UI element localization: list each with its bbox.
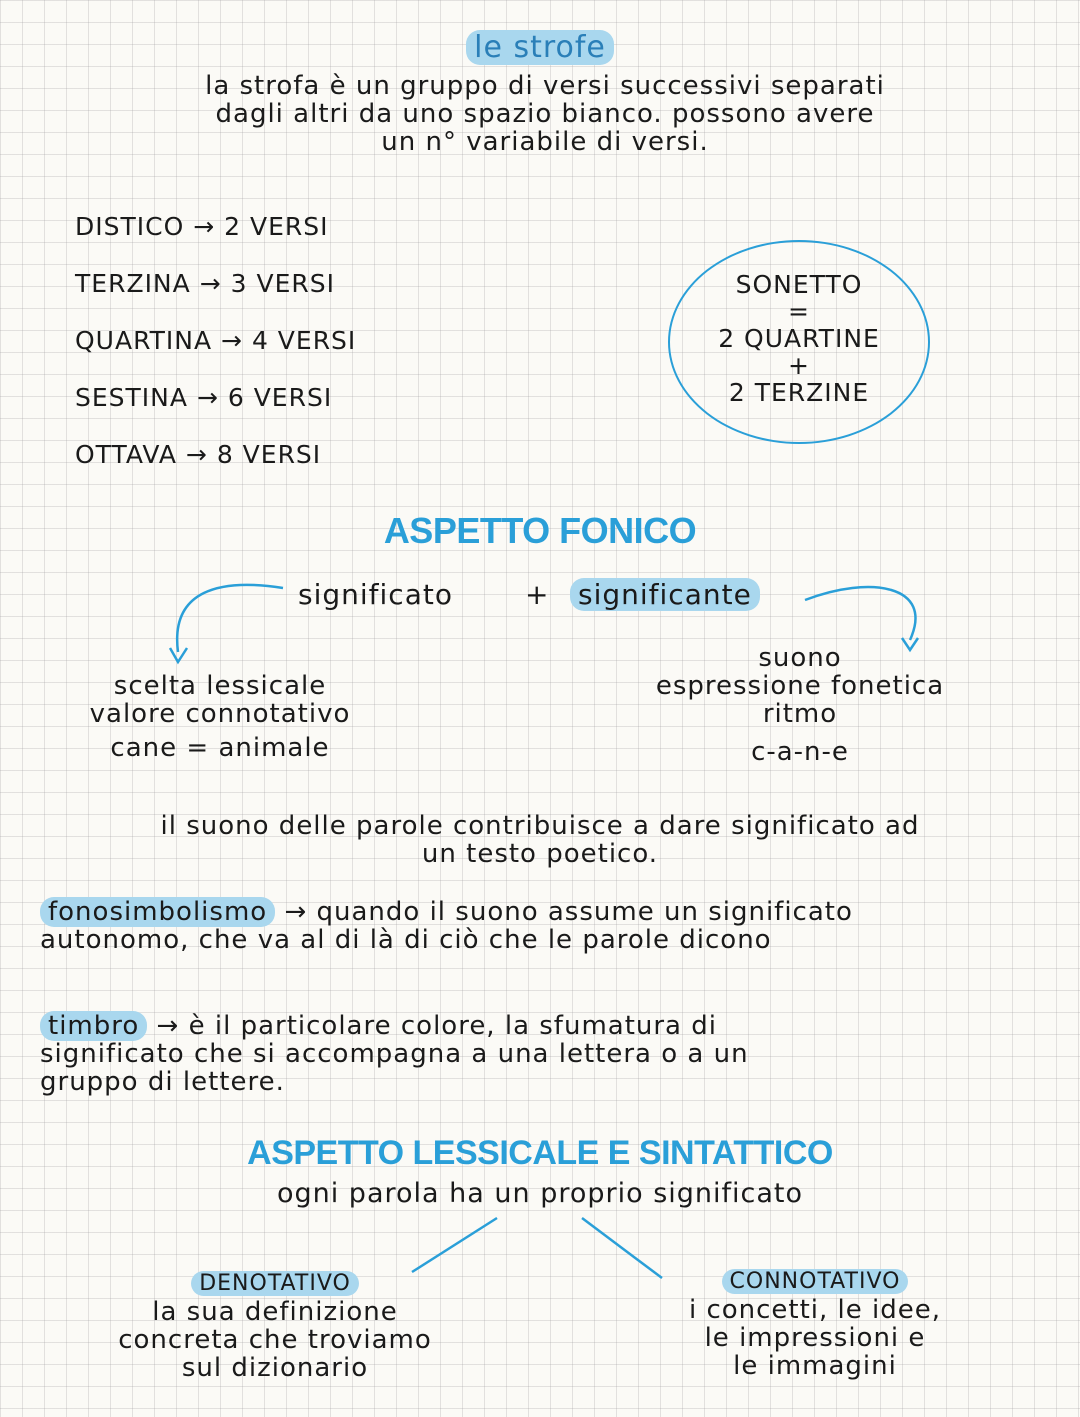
denotativo-block: DENOTATIVO la sua definizione concreta che troviamo sul dizionario [118,1271,432,1383]
arrow-icon: → [185,440,208,469]
arrow-icon: → [199,269,222,298]
lessicale-heading: ASPETTO LESSICALE E SINTATTICO [247,1134,833,1172]
list-item: TERZINA → 3 VERSI [75,269,335,298]
fonico-heading: ASPETTO FONICO [383,510,697,551]
denotativo-term: DENOTATIVO [191,1271,359,1296]
arrow-icon: → [193,212,216,241]
lessicale-intro: ogni parola ha un proprio significato [276,1178,804,1209]
significante-branch: suono espressione fonetica ritmo c-a-n-e [655,643,945,767]
fonosimbolismo-definition: fonosimbolismo → quando il suono assume un significato autonomo, che va al di là di ciò che le parole dicono [40,897,853,955]
intro-paragraph: la strofa è un gruppo di versi successivi separati dagli altri da uno spazio bianco. possono avere un n° variabile di versi. [205,71,885,157]
connotativo-block: CONNOTATIVO i concetti, le idee, le impressioni e le immagini [688,1269,942,1381]
sound-sentence: il suono delle parole contribuisce a dare significato ad un testo poetico. [160,811,920,869]
significato-branch: scelta lessicale valore connotativo cane = animale [89,671,351,763]
list-item: DISTICO → 2 VERSI [75,212,329,241]
sonnet-content: SONETTO = 2 QUARTINE + 2 TERZINE [718,270,880,407]
list-item: QUARTINA → 4 VERSI [75,326,357,355]
arrow-icon: → [221,326,243,355]
plus-sign: + [525,578,550,611]
timbro-term: timbro [40,1011,147,1041]
fonosimbolismo-term: fonosimbolismo [40,897,275,927]
list-item: OTTAVA → 8 VERSI [75,440,322,469]
list-item: SESTINA → 6 VERSI [75,383,333,412]
connotativo-term: CONNOTATIVO [722,1269,909,1294]
branch-arrows [0,0,1080,700]
page-title: le strofe [466,30,614,65]
arrow-icon: → [156,1011,180,1041]
timbro-definition: timbro → è il particolare colore, la sfumatura di significato che si accompagna a una lettera o a un gruppo di lettere. [40,1011,749,1097]
significato-label: significato [298,578,453,611]
arrow-icon: → [196,383,219,412]
arrow-icon: → [284,897,308,927]
significante-label: significante [570,578,760,611]
